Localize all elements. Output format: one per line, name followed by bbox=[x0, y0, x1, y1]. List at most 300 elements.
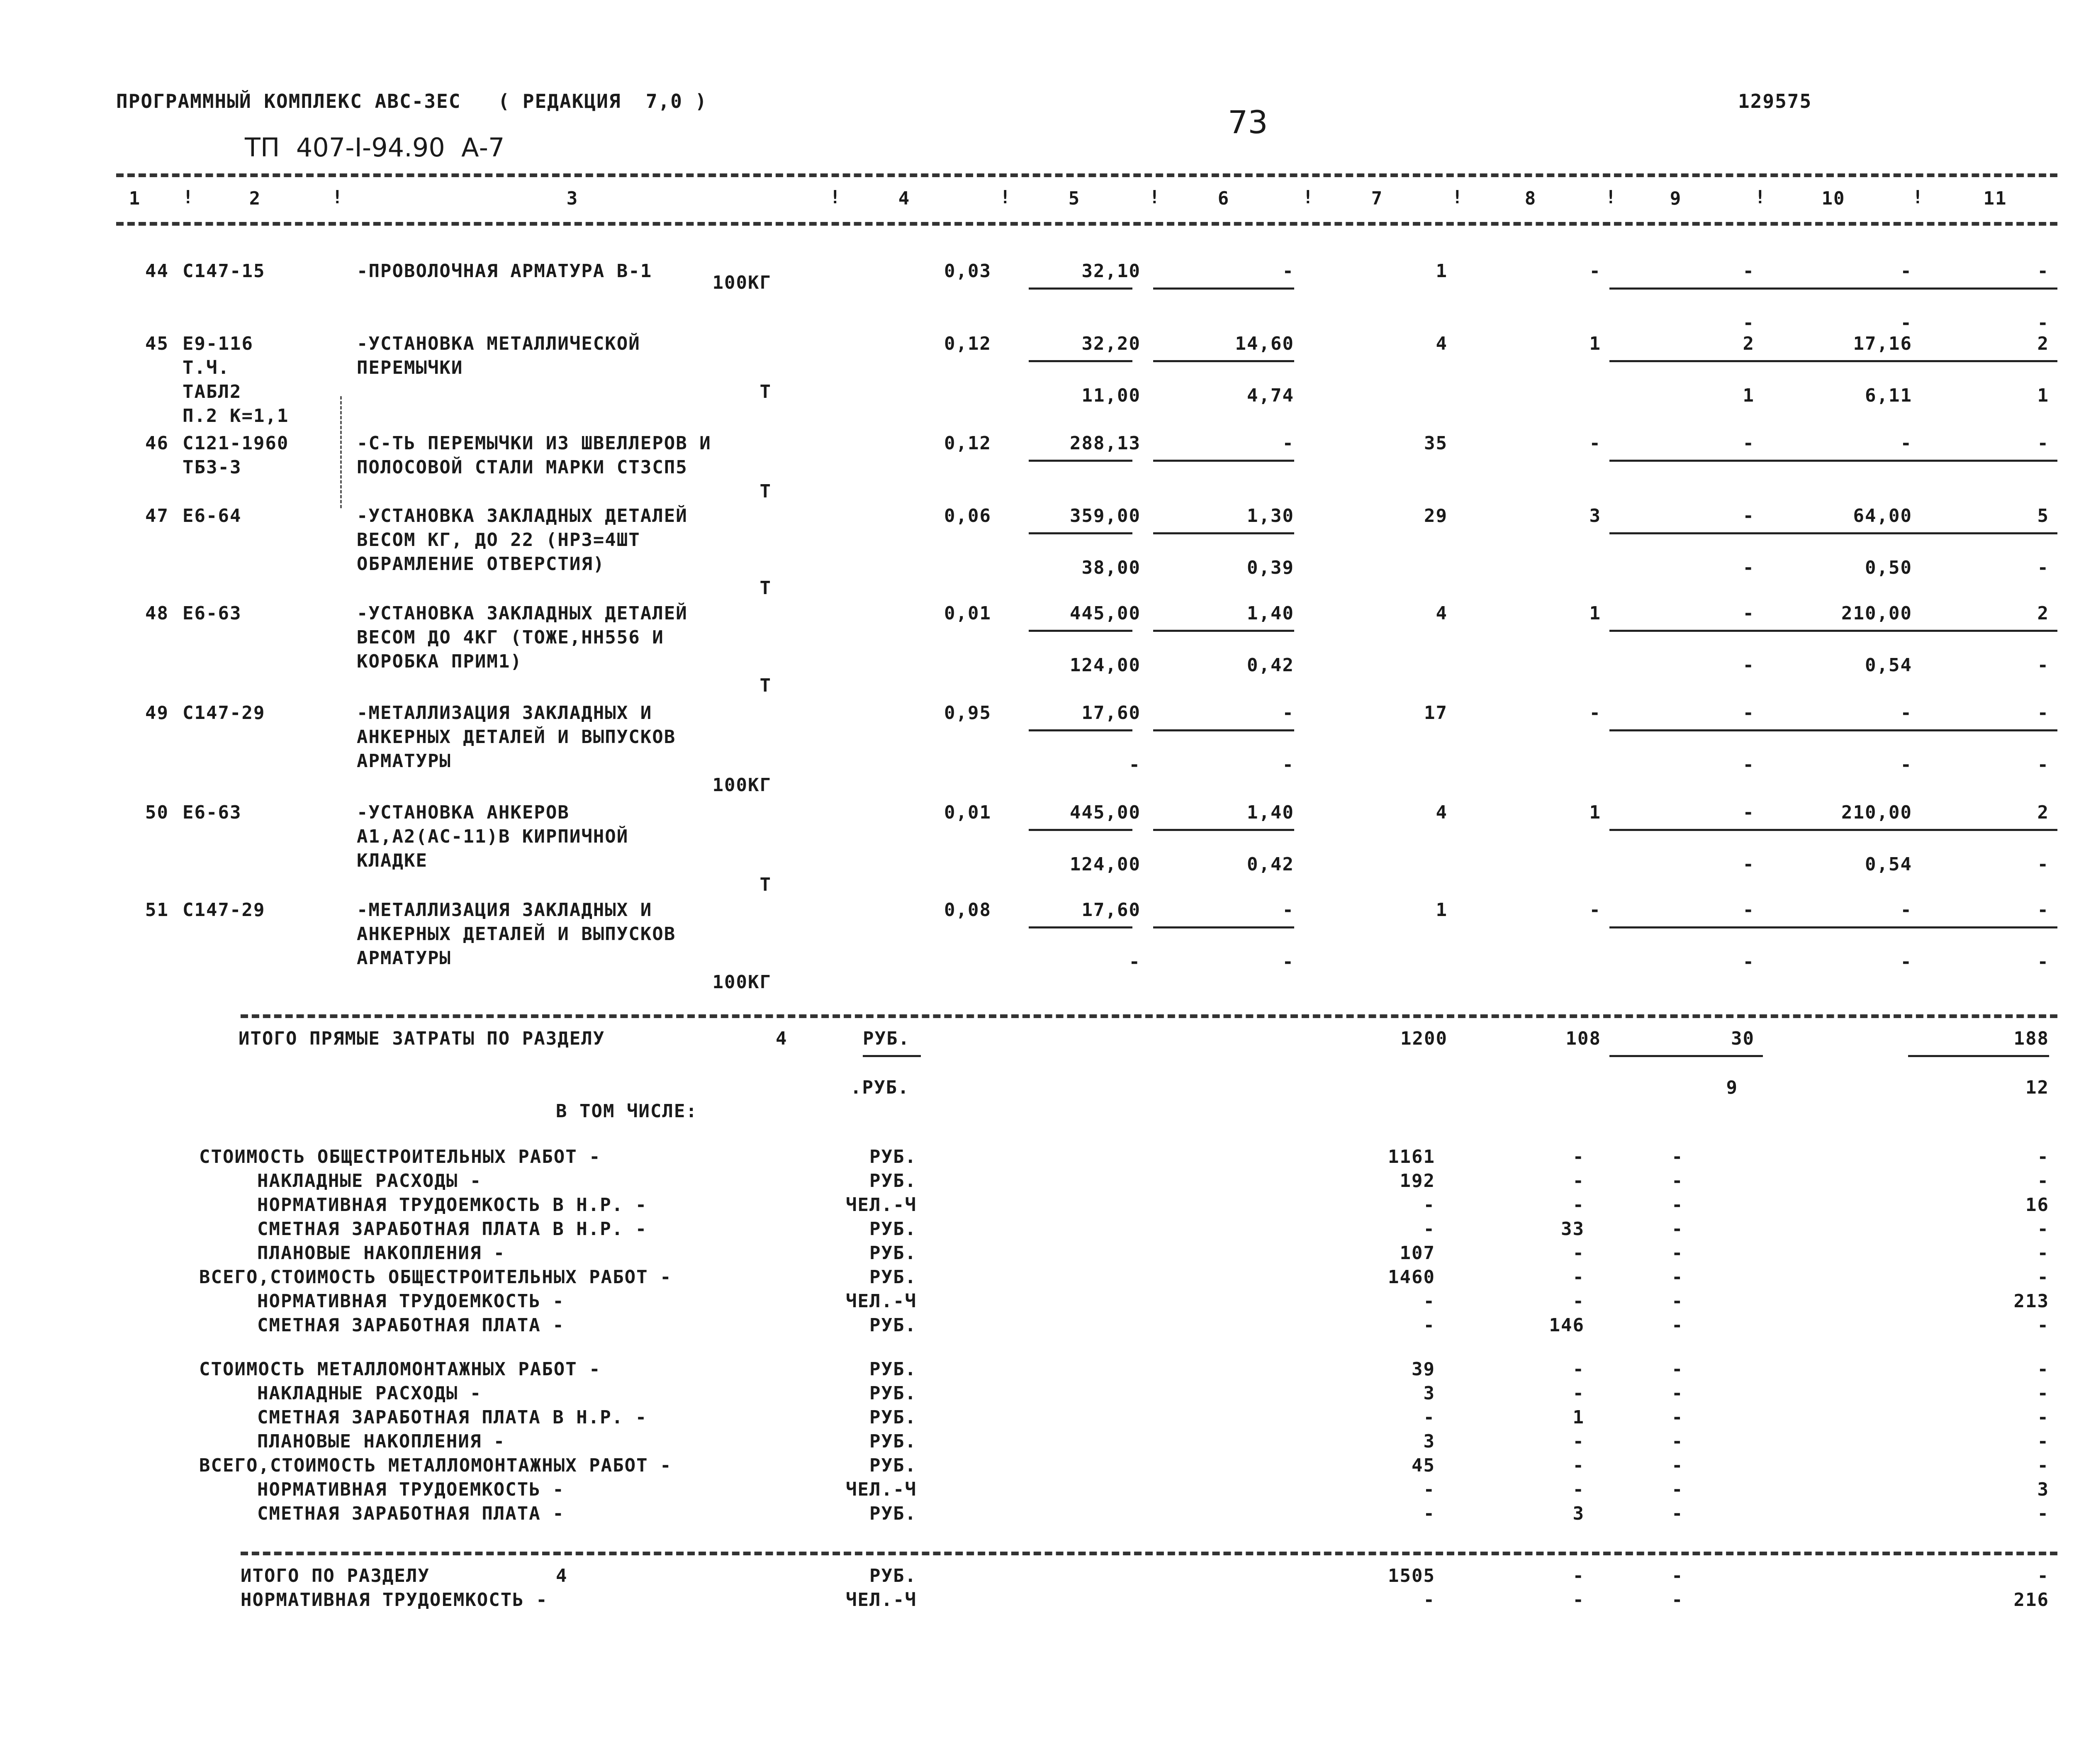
summary-unit: РУБ. bbox=[869, 1218, 917, 1240]
row-value-bottom: - bbox=[1743, 655, 1755, 676]
row-name: -УСТАНОВКА АНКЕРОВ bbox=[357, 802, 570, 823]
column-separator: ! bbox=[183, 187, 194, 208]
row-name: ПЕРЕМЫЧКИ bbox=[357, 357, 463, 378]
direct-total-unit: .РУБ. bbox=[850, 1077, 910, 1098]
row-name: КЛАДКЕ bbox=[357, 850, 428, 871]
cell-rule bbox=[1763, 729, 1921, 731]
row-value-top: 17,16 bbox=[1853, 333, 1912, 354]
row-name: АНКЕРНЫХ ДЕТАЛЕЙ И ВЫПУСКОВ bbox=[357, 923, 676, 945]
row-code: С147-15 bbox=[183, 261, 265, 282]
row-value-7: 29 bbox=[1424, 505, 1448, 526]
summary-label: НОРМАТИВНАЯ ТРУДОЕМКОСТЬ - bbox=[257, 1291, 565, 1312]
summary-unit: РУБ. bbox=[869, 1407, 917, 1428]
section-total-unit: РУБ. bbox=[869, 1565, 917, 1586]
summary-value: - bbox=[2037, 1431, 2049, 1452]
row-value-top: 14,60 bbox=[1235, 333, 1294, 354]
row-value-top: - bbox=[1743, 433, 1755, 454]
summary-unit: РУБ. bbox=[869, 1170, 917, 1191]
column-number: 3 bbox=[566, 188, 579, 209]
summary-value: - bbox=[1573, 1243, 1585, 1264]
summary-value: - bbox=[1573, 1455, 1585, 1476]
summary-value: 3 bbox=[2037, 1479, 2049, 1500]
row-value-8: - bbox=[1589, 702, 1601, 724]
row-unit: 100КГ bbox=[712, 775, 772, 796]
cell-rule bbox=[1916, 630, 2057, 632]
summary-value: - bbox=[2037, 1383, 2049, 1404]
summary-unit: РУБ. bbox=[869, 1267, 917, 1288]
row-value-7: 17 bbox=[1424, 702, 1448, 724]
row-code: Е6-63 bbox=[183, 802, 242, 823]
summary-unit: ЧЕЛ.-Ч bbox=[846, 1291, 917, 1312]
row-value-8: 1 bbox=[1589, 333, 1601, 354]
cell-rule bbox=[1609, 460, 1763, 462]
summary-label: СМЕТНАЯ ЗАРАБОТНАЯ ПЛАТА - bbox=[257, 1503, 565, 1524]
row-value-bottom: 0,54 bbox=[1865, 655, 1912, 676]
row-value-bottom: - bbox=[1743, 754, 1755, 775]
row-name: -МЕТАЛЛИЗАЦИЯ ЗАКЛАДНЫХ И bbox=[357, 702, 652, 724]
row-value-top: - bbox=[2037, 433, 2049, 454]
row-name: АРМАТУРЫ bbox=[357, 750, 451, 772]
summary-label: ВСЕГО,СТОИМОСТЬ МЕТАЛЛОМОНТАЖНЫХ РАБОТ - bbox=[199, 1455, 672, 1476]
row-value-7: 4 bbox=[1436, 333, 1448, 354]
row-value-top: 445,00 bbox=[1070, 802, 1141, 823]
summary-value: 1161 bbox=[1388, 1146, 1435, 1167]
row-value-bottom: 0,42 bbox=[1247, 854, 1294, 875]
summary-value: - bbox=[1423, 1218, 1435, 1240]
row-name: ОБРАМЛЕНИЕ ОТВЕРСТИЯ) bbox=[357, 553, 605, 575]
cell-rule bbox=[1609, 532, 1763, 534]
row-name: -УСТАНОВКА МЕТАЛЛИЧЕСКОЙ bbox=[357, 333, 640, 354]
summary-value: - bbox=[1672, 1243, 1684, 1264]
including-label: В ТОМ ЧИСЛЕ: bbox=[556, 1101, 698, 1122]
column-number: 11 bbox=[1983, 188, 2007, 209]
row-value-top: - bbox=[2037, 261, 2049, 282]
row-name: АРМАТУРЫ bbox=[357, 948, 451, 969]
row-name: -ПРОВОЛОЧНАЯ АРМАТУРА В-1 bbox=[357, 261, 652, 282]
cell-rule bbox=[1029, 460, 1132, 462]
row-value-7: 4 bbox=[1436, 802, 1448, 823]
row-value-7: 1 bbox=[1436, 261, 1448, 282]
row-code: Е9-116 bbox=[183, 333, 253, 354]
row-value-bottom: 124,00 bbox=[1070, 854, 1141, 875]
summary-value: - bbox=[1672, 1359, 1684, 1380]
row-value-bottom: - bbox=[2037, 312, 2049, 334]
header-rule bbox=[116, 222, 2057, 226]
row-name: АНКЕРНЫХ ДЕТАЛЕЙ И ВЫПУСКОВ bbox=[357, 726, 676, 748]
summary-value: 39 bbox=[1412, 1359, 1435, 1380]
row-number: 44 bbox=[145, 261, 169, 282]
row-value-8: 1 bbox=[1589, 802, 1601, 823]
row-number: 47 bbox=[145, 505, 169, 526]
cell-rule bbox=[1153, 288, 1294, 290]
cell-rule bbox=[1153, 926, 1294, 928]
row-value-top: 359,00 bbox=[1070, 505, 1141, 526]
cell-rule bbox=[1029, 630, 1132, 632]
row-value-bottom: - bbox=[2037, 951, 2049, 972]
row-value-bottom: - bbox=[1129, 951, 1141, 972]
row-value-top: - bbox=[1282, 702, 1294, 724]
row-value-top: 210,00 bbox=[1841, 603, 1912, 624]
summary-value: - bbox=[1573, 1479, 1585, 1500]
cell-rule bbox=[1763, 829, 1921, 831]
row-code: Е6-63 bbox=[183, 603, 242, 624]
row-value-bottom: - bbox=[1743, 557, 1755, 578]
row-value-top: 2 bbox=[2037, 603, 2049, 624]
direct-total-value: 9 bbox=[1726, 1077, 1738, 1098]
section-total-value: 1505 bbox=[1388, 1565, 1435, 1586]
direct-total-value: 30 bbox=[1731, 1028, 1755, 1049]
section-total-rule bbox=[241, 1552, 2057, 1555]
row-value-top: - bbox=[1743, 802, 1755, 823]
row-name: -МЕТАЛЛИЗАЦИЯ ЗАКЛАДНЫХ И bbox=[357, 899, 652, 921]
row-code: П.2 К=1,1 bbox=[183, 405, 289, 426]
row-value-bottom: - bbox=[1282, 951, 1294, 972]
row-value-bottom: - bbox=[1900, 312, 1912, 334]
row-unit: Т bbox=[759, 874, 772, 895]
summary-value: 1460 bbox=[1388, 1267, 1435, 1288]
summary-value: - bbox=[1672, 1315, 1684, 1336]
summary-label: НОРМАТИВНАЯ ТРУДОЕМКОСТЬ - bbox=[257, 1479, 565, 1500]
row-unit: Т bbox=[759, 381, 772, 402]
summary-label: НОРМАТИВНАЯ ТРУДОЕМКОСТЬ В Н.Р. - bbox=[257, 1194, 648, 1216]
summary-value: - bbox=[1423, 1291, 1435, 1312]
summary-label: ПЛАНОВЫЕ НАКОПЛЕНИЯ - bbox=[257, 1431, 506, 1452]
summary-value: - bbox=[1672, 1170, 1684, 1191]
row-value-top: 1,30 bbox=[1247, 505, 1294, 526]
column-separator: ! bbox=[332, 187, 343, 208]
direct-total-label: ИТОГО ПРЯМЫЕ ЗАТРАТЫ ПО РАЗДЕЛУ bbox=[239, 1028, 605, 1049]
page-number: 73 bbox=[1228, 104, 1268, 141]
summary-unit: РУБ. bbox=[869, 1146, 917, 1167]
row-value-bottom: - bbox=[2037, 854, 2049, 875]
summary-value: - bbox=[1672, 1194, 1684, 1216]
row-value-top: 210,00 bbox=[1841, 802, 1912, 823]
row-value-top: - bbox=[1282, 899, 1294, 921]
summary-value: - bbox=[1672, 1503, 1684, 1524]
cell-rule bbox=[1029, 360, 1132, 362]
column-number: 1 bbox=[129, 188, 141, 209]
summary-value: - bbox=[2037, 1267, 2049, 1288]
row-value-top: 32,10 bbox=[1081, 261, 1141, 282]
direct-total-value: 188 bbox=[2013, 1028, 2049, 1049]
cell-rule bbox=[1763, 360, 1921, 362]
row-name: ВЕСОМ ДО 4КГ (ТОЖЕ,НН556 И bbox=[357, 627, 664, 648]
row-value-top: - bbox=[1900, 261, 1912, 282]
column-separator: ! bbox=[1000, 187, 1011, 208]
row-value-bottom: 4,74 bbox=[1247, 385, 1294, 406]
summary-value: - bbox=[1423, 1315, 1435, 1336]
row-value-bottom: 0,54 bbox=[1865, 854, 1912, 875]
summary-label: ВСЕГО,СТОИМОСТЬ ОБЩЕСТРОИТЕЛЬНЫХ РАБОТ - bbox=[199, 1267, 672, 1288]
row-qty: 0,12 bbox=[944, 433, 991, 454]
cell-rule bbox=[1029, 288, 1132, 290]
row-value-top: 1,40 bbox=[1247, 802, 1294, 823]
summary-unit: РУБ. bbox=[869, 1359, 917, 1380]
row-code: С147-29 bbox=[183, 899, 265, 921]
row-unit: Т bbox=[759, 675, 772, 696]
column-number: 7 bbox=[1371, 188, 1383, 209]
cell-rule bbox=[1763, 532, 1921, 534]
row-name: -УСТАНОВКА ЗАКЛАДНЫХ ДЕТАЛЕЙ bbox=[357, 603, 688, 624]
row-code: Т.Ч. bbox=[183, 357, 230, 378]
section-total-section: 4 bbox=[556, 1565, 568, 1586]
summary-label: СМЕТНАЯ ЗАРАБОТНАЯ ПЛАТА В Н.Р. - bbox=[257, 1407, 648, 1428]
cell-rule bbox=[1153, 460, 1294, 462]
row-value-bottom: - bbox=[1900, 951, 1912, 972]
row-value-top: 288,13 bbox=[1070, 433, 1141, 454]
row-value-8: - bbox=[1589, 899, 1601, 921]
top-rule bbox=[116, 173, 2057, 177]
column-separator: ! bbox=[1302, 187, 1314, 208]
row-value-bottom: 0,42 bbox=[1247, 655, 1294, 676]
row-qty: 0,95 bbox=[944, 702, 991, 724]
section-total-value: - bbox=[1573, 1589, 1585, 1611]
row-value-bottom: - bbox=[1743, 951, 1755, 972]
summary-value: - bbox=[1672, 1479, 1684, 1500]
column-number: 8 bbox=[1524, 188, 1537, 209]
row-value-top: - bbox=[2037, 899, 2049, 921]
row-unit: Т bbox=[759, 481, 772, 502]
row-value-top: - bbox=[1743, 702, 1755, 724]
row-unit: 100КГ bbox=[712, 272, 772, 293]
cell-rule bbox=[1916, 288, 2057, 290]
row-value-bottom: - bbox=[1282, 754, 1294, 775]
summary-value: - bbox=[1573, 1291, 1585, 1312]
document-number: 129575 bbox=[1738, 90, 1812, 112]
program-title: ПРОГРАММНЫЙ КОМПЛЕКС АВС-3ЕС ( РЕДАКЦИЯ 7,0 ) bbox=[116, 90, 708, 112]
row-name: ВЕСОМ КГ, ДО 22 (НРЗ=4ШТ bbox=[357, 529, 640, 551]
cell-rule bbox=[1916, 360, 2057, 362]
summary-value: 45 bbox=[1412, 1455, 1435, 1476]
row-value-top: - bbox=[1900, 899, 1912, 921]
summary-value: - bbox=[1423, 1479, 1435, 1500]
row-code: С121-1960 bbox=[183, 433, 289, 454]
row-value-8: 3 bbox=[1589, 505, 1601, 526]
row-qty: 0,08 bbox=[944, 899, 991, 921]
row-value-top: 5 bbox=[2037, 505, 2049, 526]
row-code: Е6-64 bbox=[183, 505, 242, 526]
summary-value: - bbox=[2037, 1170, 2049, 1191]
cell-rule bbox=[1609, 1055, 1763, 1057]
summary-label: СТОИМОСТЬ ОБЩЕСТРОИТЕЛЬНЫХ РАБОТ - bbox=[199, 1146, 601, 1167]
summary-value: - bbox=[1573, 1146, 1585, 1167]
column-number: 5 bbox=[1068, 188, 1081, 209]
summary-value: - bbox=[1672, 1383, 1684, 1404]
summary-value: - bbox=[2037, 1503, 2049, 1524]
cell-rule bbox=[1153, 532, 1294, 534]
row-value-bottom: 1 bbox=[1743, 385, 1755, 406]
cell-rule bbox=[1916, 532, 2057, 534]
cell-rule bbox=[1609, 360, 1763, 362]
summary-value: - bbox=[2037, 1146, 2049, 1167]
section-total-value: - bbox=[1423, 1589, 1435, 1611]
direct-total-value: 12 bbox=[2025, 1077, 2049, 1098]
cell-rule bbox=[1153, 360, 1294, 362]
column-number: 2 bbox=[249, 188, 261, 209]
cell-rule bbox=[1763, 926, 1921, 928]
summary-unit: РУБ. bbox=[869, 1503, 917, 1524]
cell-rule bbox=[1763, 288, 1921, 290]
summary-unit: РУБ. bbox=[869, 1455, 917, 1476]
cell-rule bbox=[1153, 729, 1294, 731]
cell-rule bbox=[1609, 288, 1763, 290]
summary-value: - bbox=[1573, 1194, 1585, 1216]
row-name: -С-ТЬ ПЕРЕМЫЧКИ ИЗ ШВЕЛЛЕРОВ И bbox=[357, 433, 711, 454]
row-name: А1,А2(АС-11)В КИРПИЧНОЙ bbox=[357, 826, 629, 847]
row-value-bottom: - bbox=[1900, 754, 1912, 775]
row-value-7: 4 bbox=[1436, 603, 1448, 624]
row-name: КОРОБКА ПРИМ1) bbox=[357, 651, 522, 672]
column-number: 4 bbox=[898, 188, 910, 209]
row-name: ПОЛОСОВОЙ СТАЛИ МАРКИ СТ3СП5 bbox=[357, 457, 688, 478]
row-value-top: 32,20 bbox=[1081, 333, 1141, 354]
summary-label: ПЛАНОВЫЕ НАКОПЛЕНИЯ - bbox=[257, 1243, 506, 1264]
bracket-mark bbox=[340, 396, 342, 508]
summary-value: - bbox=[1573, 1267, 1585, 1288]
row-value-8: - bbox=[1589, 433, 1601, 454]
row-name: -УСТАНОВКА ЗАКЛАДНЫХ ДЕТАЛЕЙ bbox=[357, 505, 688, 526]
summary-value: - bbox=[1672, 1407, 1684, 1428]
row-value-bottom: - bbox=[2037, 754, 2049, 775]
summary-value: - bbox=[1672, 1455, 1684, 1476]
row-value-bottom: 6,11 bbox=[1865, 385, 1912, 406]
row-value-top: - bbox=[1900, 702, 1912, 724]
row-code: ТБ3-3 bbox=[183, 457, 242, 478]
row-value-top: - bbox=[1743, 603, 1755, 624]
cell-rule bbox=[1763, 460, 1921, 462]
summary-value: - bbox=[1423, 1503, 1435, 1524]
row-unit: 100КГ bbox=[712, 972, 772, 993]
summary-value: 146 bbox=[1549, 1315, 1585, 1336]
summary-unit: РУБ. bbox=[869, 1383, 917, 1404]
cell-rule bbox=[1609, 926, 1763, 928]
row-qty: 0,12 bbox=[944, 333, 991, 354]
column-separator: ! bbox=[1755, 187, 1766, 208]
row-qty: 0,03 bbox=[944, 261, 991, 282]
row-value-top: - bbox=[1743, 505, 1755, 526]
summary-value: - bbox=[2037, 1359, 2049, 1380]
direct-total-value: 108 bbox=[1565, 1028, 1601, 1049]
cell-rule bbox=[1763, 630, 1921, 632]
summary-value: - bbox=[1573, 1359, 1585, 1380]
summary-value: - bbox=[1423, 1194, 1435, 1216]
direct-total-value: 1200 bbox=[1400, 1028, 1448, 1049]
row-value-top: 17,60 bbox=[1081, 899, 1141, 921]
summary-value: - bbox=[1672, 1146, 1684, 1167]
cell-rule bbox=[1029, 532, 1132, 534]
row-value-top: - bbox=[1282, 261, 1294, 282]
section-total-value: 216 bbox=[2013, 1589, 2049, 1611]
summary-value: 1 bbox=[1573, 1407, 1585, 1428]
row-value-top: 1,40 bbox=[1247, 603, 1294, 624]
summary-value: 3 bbox=[1423, 1383, 1435, 1404]
section-total-value: - bbox=[1672, 1565, 1684, 1586]
cell-rule bbox=[1916, 829, 2057, 831]
row-number: 45 bbox=[145, 333, 169, 354]
row-value-8: 1 bbox=[1589, 603, 1601, 624]
summary-label: СТОИМОСТЬ МЕТАЛЛОМОНТАЖНЫХ РАБОТ - bbox=[199, 1359, 601, 1380]
row-value-bottom: - bbox=[2037, 557, 2049, 578]
cell-rule bbox=[1916, 926, 2057, 928]
row-value-7: 1 bbox=[1436, 899, 1448, 921]
project-code: ТП 407-I-94.90 А-7 bbox=[245, 132, 505, 163]
cell-rule bbox=[1153, 829, 1294, 831]
row-value-top: - bbox=[1743, 261, 1755, 282]
section-total-value: - bbox=[1573, 1565, 1585, 1586]
summary-value: 3 bbox=[1573, 1503, 1585, 1524]
row-value-top: 2 bbox=[2037, 333, 2049, 354]
summary-value: 213 bbox=[2013, 1291, 2049, 1312]
column-separator: ! bbox=[1452, 187, 1463, 208]
row-value-bottom: - bbox=[2037, 655, 2049, 676]
column-separator: ! bbox=[1912, 187, 1923, 208]
row-value-top: 445,00 bbox=[1070, 603, 1141, 624]
cell-rule bbox=[1609, 829, 1763, 831]
cell-rule bbox=[1029, 729, 1132, 731]
summary-value: 33 bbox=[1561, 1218, 1585, 1240]
total-rule bbox=[241, 1014, 2057, 1018]
summary-unit: РУБ. bbox=[869, 1315, 917, 1336]
row-value-bottom: 1 bbox=[2037, 385, 2049, 406]
row-number: 50 bbox=[145, 802, 169, 823]
summary-value: - bbox=[2037, 1218, 2049, 1240]
row-value-top: - bbox=[1900, 433, 1912, 454]
row-value-8: - bbox=[1589, 261, 1601, 282]
summary-unit: ЧЕЛ.-Ч bbox=[846, 1479, 917, 1500]
row-value-bottom: - bbox=[1129, 754, 1141, 775]
column-number: 10 bbox=[1821, 188, 1845, 209]
row-code: ТАБЛ2 bbox=[183, 381, 242, 402]
cell-rule bbox=[1153, 630, 1294, 632]
row-value-bottom: - bbox=[1743, 312, 1755, 334]
summary-unit: РУБ. bbox=[869, 1431, 917, 1452]
cell-rule bbox=[1029, 829, 1132, 831]
row-value-top: 64,00 bbox=[1853, 505, 1912, 526]
section-total-unit: ЧЕЛ.-Ч bbox=[846, 1589, 917, 1611]
column-separator: ! bbox=[830, 187, 841, 208]
row-unit: Т bbox=[759, 577, 772, 599]
summary-value: - bbox=[1672, 1218, 1684, 1240]
summary-value: - bbox=[1573, 1383, 1585, 1404]
row-code: С147-29 bbox=[183, 702, 265, 724]
row-value-bottom: 0,50 bbox=[1865, 557, 1912, 578]
cell-rule bbox=[1609, 729, 1763, 731]
row-number: 49 bbox=[145, 702, 169, 724]
row-qty: 0,06 bbox=[944, 505, 991, 526]
summary-value: - bbox=[2037, 1407, 2049, 1428]
cell-rule bbox=[863, 1055, 921, 1057]
cell-rule bbox=[1916, 729, 2057, 731]
summary-label: НАКЛАДНЫЕ РАСХОДЫ - bbox=[257, 1383, 482, 1404]
cell-rule bbox=[1908, 1055, 2049, 1057]
summary-value: 107 bbox=[1400, 1243, 1435, 1264]
row-value-top: 17,60 bbox=[1081, 702, 1141, 724]
column-separator: ! bbox=[1605, 187, 1616, 208]
direct-total-section: 4 bbox=[776, 1028, 788, 1049]
cell-rule bbox=[1029, 926, 1132, 928]
summary-value: - bbox=[2037, 1243, 2049, 1264]
row-number: 48 bbox=[145, 603, 169, 624]
summary-label: СМЕТНАЯ ЗАРАБОТНАЯ ПЛАТА - bbox=[257, 1315, 565, 1336]
row-value-top: 2 bbox=[2037, 802, 2049, 823]
row-value-bottom: 124,00 bbox=[1070, 655, 1141, 676]
row-qty: 0,01 bbox=[944, 603, 991, 624]
column-separator: ! bbox=[1149, 187, 1160, 208]
row-value-top: - bbox=[2037, 702, 2049, 724]
section-total-label: ИТОГО ПО РАЗДЕЛУ bbox=[241, 1565, 430, 1586]
summary-label: НАКЛАДНЫЕ РАСХОДЫ - bbox=[257, 1170, 482, 1191]
row-qty: 0,01 bbox=[944, 802, 991, 823]
